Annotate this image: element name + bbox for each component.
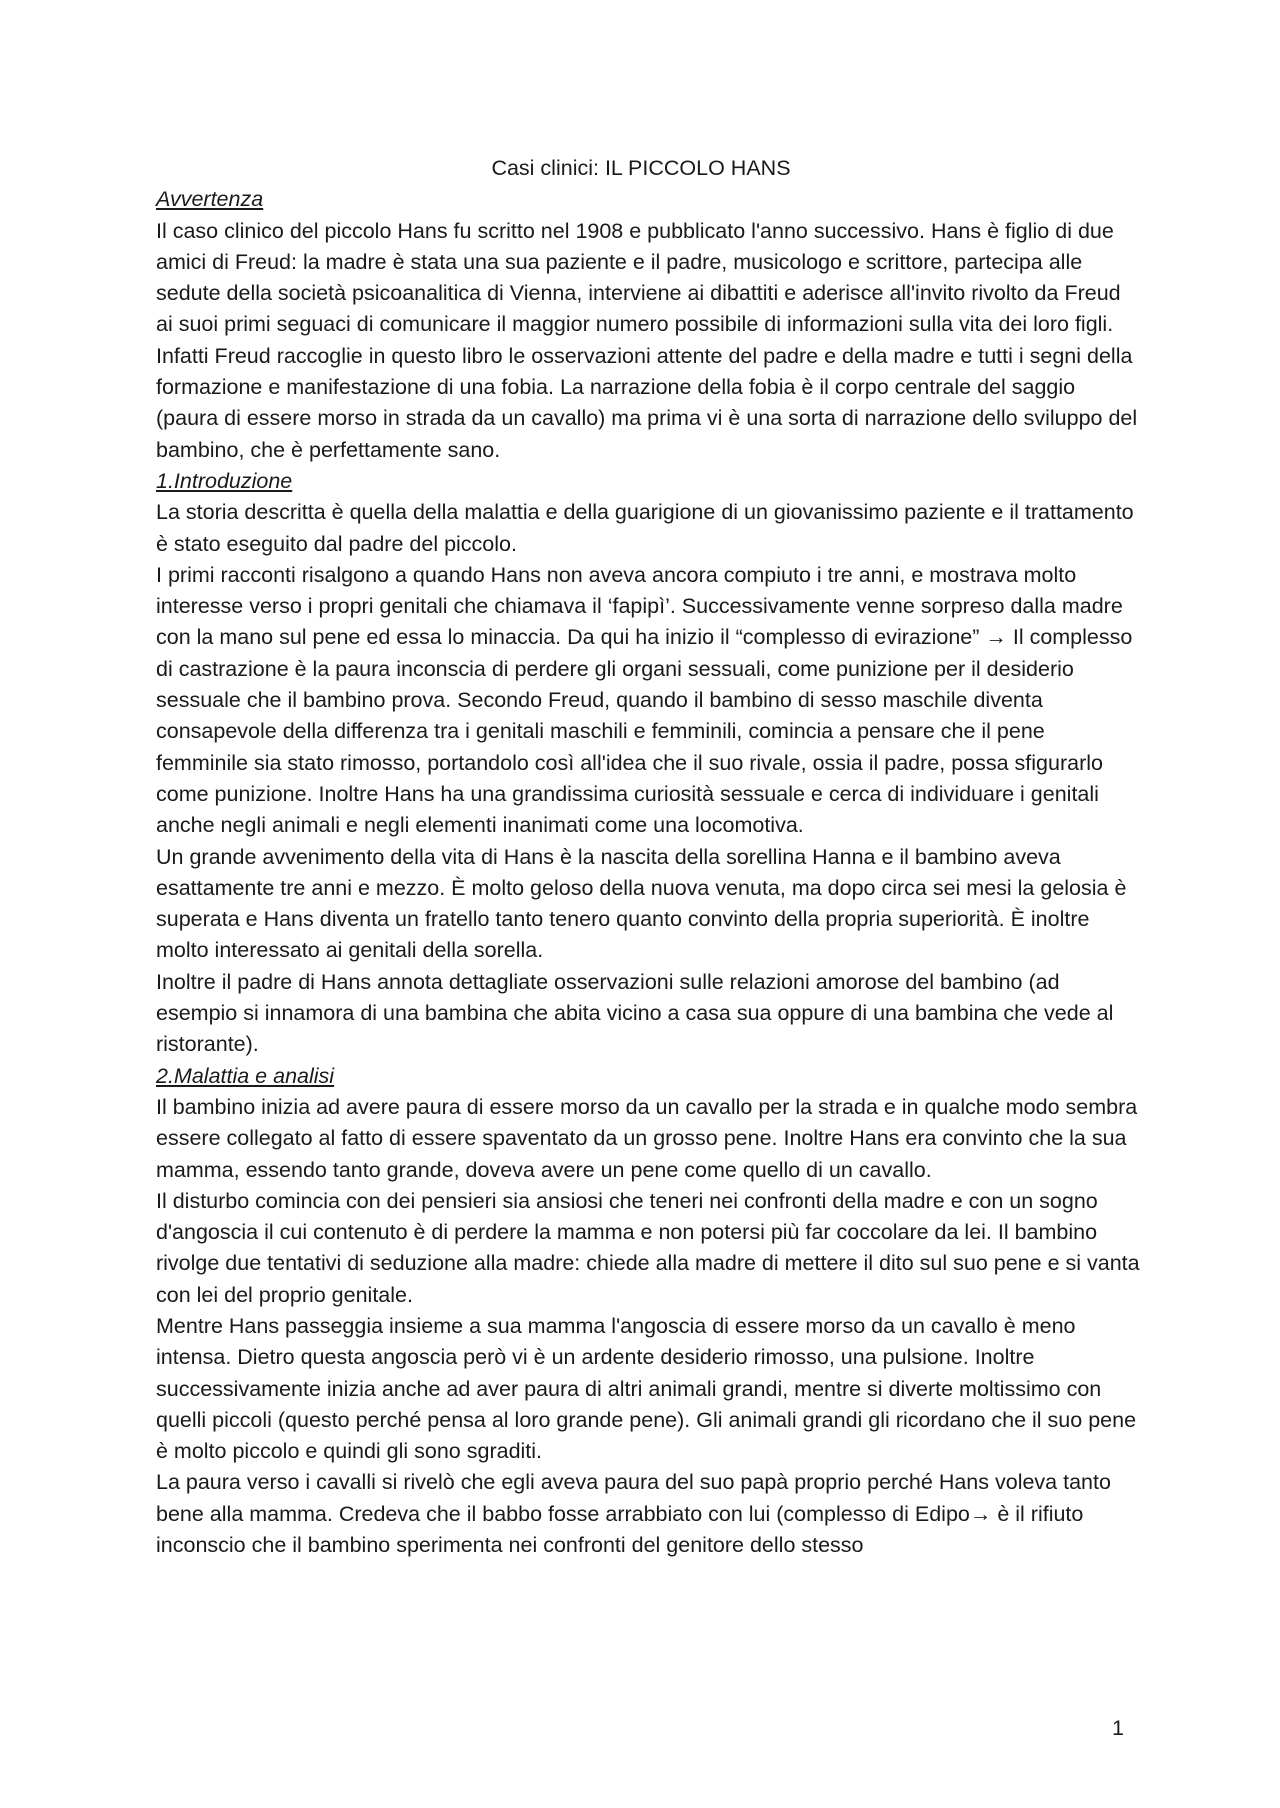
paragraph: Il disturbo comincia con dei pensieri sia ansiosi che teneri nei confronti della madre e con un sogno d'angoscia il cui contenuto è di perdere la mamma e non potersi più far coccolare da lei. Il bambino rivolge due tentativi di seduzione alla madre: chiede alla madre di mettere il dito sul suo pene e si vanta con lei del proprio genitale. [156, 1188, 1140, 1307]
paragraph: Inoltre il padre di Hans annota dettagliate osservazioni sulle relazioni amorose del bambino (ad esempio si innamora di una bambina che abita vicino a casa sua oppure di una bambina che vede al ristorante). [156, 969, 1114, 1057]
paragraph: Il bambino inizia ad avere paura di essere morso da un cavallo per la strada e in qualche modo sembra essere collegato al fatto di essere spaventato da un grosso pene. Inoltre Hans era convinto che la sua mamma, essendo tanto grande, doveva avere un pene come quello di un cavallo. [156, 1094, 1138, 1182]
paragraph: La paura verso i cavalli si rivelò che egli aveva paura del suo papà proprio perché Hans voleva tanto bene alla mamma. Credeva che il babbo fosse arrabbiato con lui (complesso di Edipo→ è il rifiuto inconscio che il bambino sperimenta nei confronti del genitore dello stesso [156, 1470, 1111, 1558]
section-heading-avvertenza: Avvertenza [156, 187, 264, 212]
page-number: 1 [1112, 1716, 1124, 1740]
paragraph: Mentre Hans passeggia insieme a sua mamma l'angoscia di essere morso da un cavallo è meno intensa. Dietro questa angoscia però vi è un ardente desiderio rimosso, una pulsione. Inoltre successivamente inizia anche ad aver paura di altri animali grandi, mentre si diverte moltissimo con quelli piccoli (questo perché pensa al loro grande pene). Gli animali grandi gli ricordano che il suo pene è molto piccolo e quindi gli sono sgraditi. [156, 1313, 1137, 1464]
page-title: Casi clinici: IL PICCOLO HANS [491, 156, 791, 180]
section-heading-malattia-e-analisi: 2.Malattia e analisi [156, 1063, 335, 1088]
document-body [156, 153, 1140, 1561]
paragraph: La storia descritta è quella della malattia e della guarigione di un giovanissimo paziente e il trattamento è stato eseguito dal padre del piccolo. [156, 500, 1134, 556]
paragraph: Il caso clinico del piccolo Hans fu scritto nel 1908 e pubblicato l'anno successivo. Hans è figlio di due amici di Freud: la madre è stata una sua paziente e il padre, musicologo e scrittore, partecipa alle sedute della società psicoanalitica di Vienna, interviene ai dibattiti e aderisce all'invito rivolto da Freud ai suoi primi seguaci di comunicare il maggior numero possibile di informazioni sulla vita dei loro figli. Infatti Freud raccoglie in questo libro le osservazioni attente del padre e della madre e tutti i segni della formazione e manifestazione di una fobia. La narrazione della fobia è il corpo centrale del saggio (paura di essere morso in strada da un cavallo) ma prima vi è una sorta di narrazione dello sviluppo del bambino, che è perfettamente sano. [156, 218, 1138, 462]
paragraph: Un grande avvenimento della vita di Hans è la nascita della sorellina Hanna e il bambino aveva esattamente tre anni e mezzo. È molto geloso della nuova venuta, ma dopo circa sei mesi la gelosia è superata e Hans diventa un fratello tanto tenero quanto convinto della propria superiorità. È inoltre molto interessato ai genitali della sorella. [156, 844, 1127, 963]
section-heading-introduzione: 1.Introduzione [156, 468, 293, 493]
paragraph: I primi racconti risalgono a quando Hans non aveva ancora compiuto i tre anni, e mostrava molto interesse verso i propri genitali che chiamava il ‘fapipì’. Successivamente venne sorpreso dalla madre con la mano sul pene ed essa lo minaccia. Da qui ha inizio il “complesso di evirazione” → Il complesso di castrazione è la paura inconscia di perdere gli organi sessuali, come punizione per il desiderio sessuale che il bambino prova. Secondo Freud, quando il bambino di sesso maschile diventa consapevole della differenza tra i genitali maschili e femminili, comincia a pensare che il pene femminile sia stato rimosso, portandolo così all'idea che il suo rivale, ossia il padre, possa sfigurarlo come punizione. Inoltre Hans ha una grandissima curiosità sessuale e cerca di individuare i genitali anche negli animali e negli elementi inanimati come una locomotiva. [156, 562, 1133, 838]
